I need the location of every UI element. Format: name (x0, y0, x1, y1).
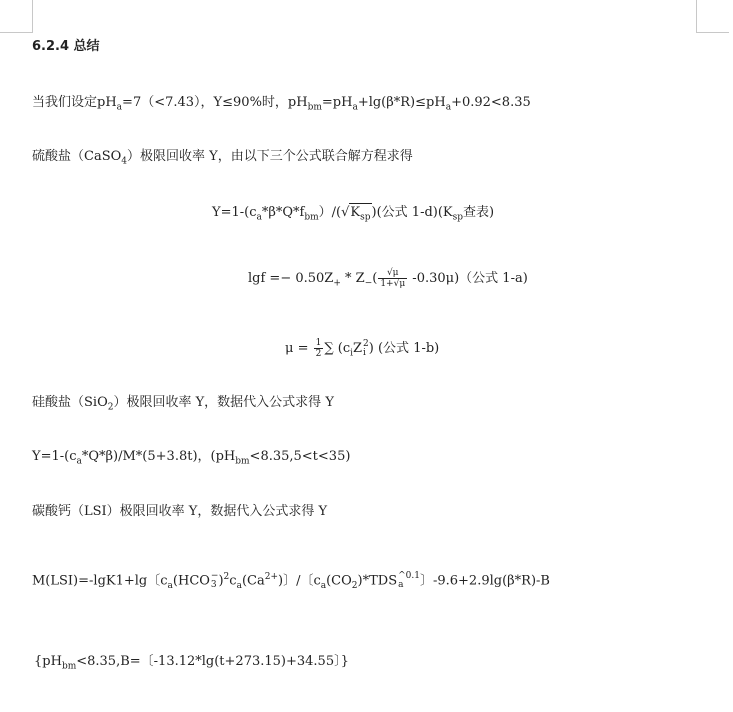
formula-1-d: $Y=1-(c_a*\beta*Q*f_{bm})/(√K_{sp})$(公式 $1-d)(K_{sp}$查表) (212, 205, 495, 223)
section-heading: 6.2.4 总结 (32, 39, 100, 54)
formula-silicate-recovery: $Y=1-(c_a*Q*\beta)/M*(5+3.8t)$，$(pH_{bm}<8.35,5<t<35)$ (32, 449, 351, 467)
formula-lsi: M(LSI)=-lgK1+lg〔$c_a(HCO$ − 3 )$^2c_a(Ca^{2+})$〕/〔$c_a(CO_2)*TDS$ ^0.1 a 〕-9.6+2.9lg(β*R)-B (32, 571, 550, 592)
fraction-sqrt-mu: $\frac{√\mu}{1+√\mu}$ (380, 268, 406, 289)
fraction-one-half: $\frac{1}{2}$ (315, 338, 322, 359)
paragraph-silicate-intro: 硅酸盐（SiO$_2$）极限回收率 Y，数据代入公式求得 Y (32, 395, 334, 413)
paragraph-lsi-intro: 碳酸钙（LSI）极限回收率 Y，数据代入公式求得 Y (32, 504, 328, 519)
page-corner-mark-top-right (696, 0, 729, 33)
page-corner-mark-top-left (0, 0, 33, 33)
formula-1-a: $\lg f =- 0.50Z_+ * Z_-$( $\frac{√\mu}{1+√\mu}$ -0.30μ)（公式 1-a) (248, 268, 528, 289)
formula-lsi-condition: {$pH_{bm}<8.35,B=$〔-13.12*lg(t+273.15)+34.55〕} (34, 654, 349, 672)
paragraph-ph-setting: 当我们设定$pH_a=7(<7.43)$，Y≤90%时，$pH_{bm}=pH_a+\lg(\beta*R)\le pH_a+0.92<8.35$ (32, 95, 531, 113)
formula-1-b: μ = $\frac{1}{2}$ ∑ ($c_iZ$ 2 i ) (公式 1-b) (285, 338, 440, 359)
square-root-symbol: $√K_{sp}$ (341, 205, 371, 223)
paragraph-sulfate-intro: 硫酸盐（CaSO$_4$）极限回收率 Y，由以下三个公式联合解方程求得 (32, 149, 413, 167)
